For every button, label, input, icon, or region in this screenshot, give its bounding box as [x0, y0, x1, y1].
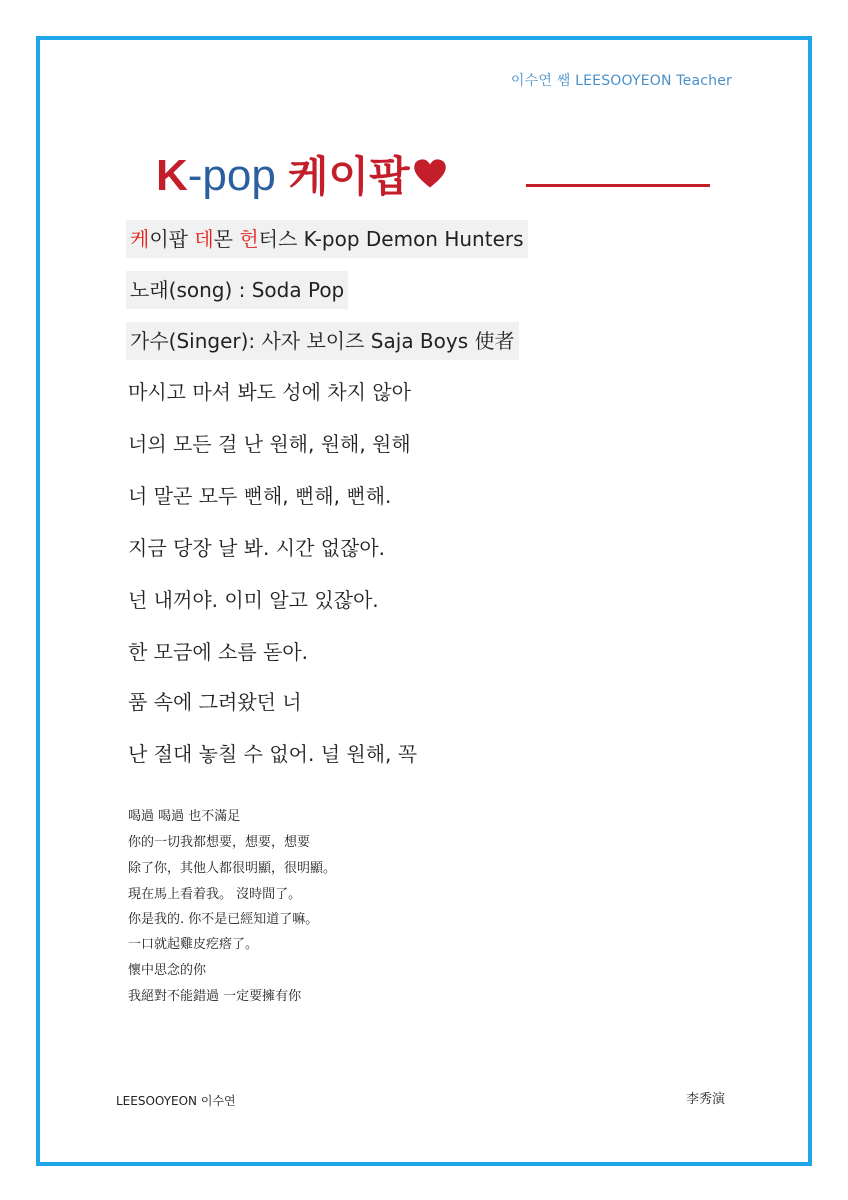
movie-initial-1: 케: [130, 227, 150, 251]
lyric-zh-line: 懷中思念的你: [128, 963, 207, 978]
lyric-ko-line: 품 속에 그려왔던 너: [128, 690, 302, 714]
lyric-ko-line: 너의 모든 걸 난 원해, 원해, 원해: [128, 432, 411, 456]
title-korean: 케이팝: [287, 152, 410, 201]
footer-author-hanja: 李秀演: [686, 1092, 726, 1107]
lyric-zh-line: 除了你，其他人都很明顯，很明顯。: [128, 861, 337, 876]
singer-row: 가수(Singer): 사자 보이즈 Saja Boys 使者: [126, 322, 519, 360]
lyric-zh-line: 一口就起雞皮疙瘩了。: [128, 937, 259, 952]
title-pop: -pop: [187, 151, 276, 200]
name-blank-line: [526, 184, 710, 187]
movie-text-2: 몬: [213, 227, 240, 251]
lyric-ko-line: 마시고 마셔 봐도 성에 차지 않아: [128, 380, 411, 404]
title-k: K: [156, 151, 188, 200]
song-row: 노래(song) : Soda Pop: [126, 271, 348, 309]
lyric-ko-line: 난 절대 놓칠 수 없어. 널 원해, 꼭: [128, 742, 418, 766]
page-title: [156, 138, 448, 201]
movie-text-1: 이팝: [149, 227, 195, 251]
lyric-zh-line: 現在馬上看着我。 沒時間了。: [128, 887, 302, 902]
movie-title-row: [126, 220, 528, 258]
movie-initial-3: 헌: [239, 227, 259, 251]
movie-initial-2: 데: [194, 227, 214, 251]
lyric-zh-line: 喝過 喝過 也不滿足: [128, 809, 241, 824]
movie-text-3: 터스 K-pop Demon Hunters: [258, 227, 524, 251]
teacher-credit: 이수연 쌤 LEESOOYEON Teacher: [510, 73, 732, 89]
footer-author: LEESOOYEON 이수연: [116, 1094, 236, 1108]
lyric-zh-line: 我絕對不能錯過 一定要擁有你: [128, 989, 302, 1004]
lyric-ko-line: 지금 당장 날 봐. 시간 없잖아.: [128, 536, 386, 560]
lyric-ko-line: 넌 내꺼야. 이미 알고 있잖아.: [128, 588, 379, 612]
lyric-ko-line: 한 모금에 소름 돋아.: [128, 640, 308, 664]
lyric-ko-line: 너 말곤 모두 뻔해, 뻔해, 뻔해.: [128, 484, 392, 508]
lyric-zh-line: 你是我的. 你不是已經知道了嘛。: [128, 912, 319, 927]
lyric-zh-line: 你的一切我都想要，想要，想要: [128, 835, 311, 850]
heart-icon: [412, 156, 448, 192]
